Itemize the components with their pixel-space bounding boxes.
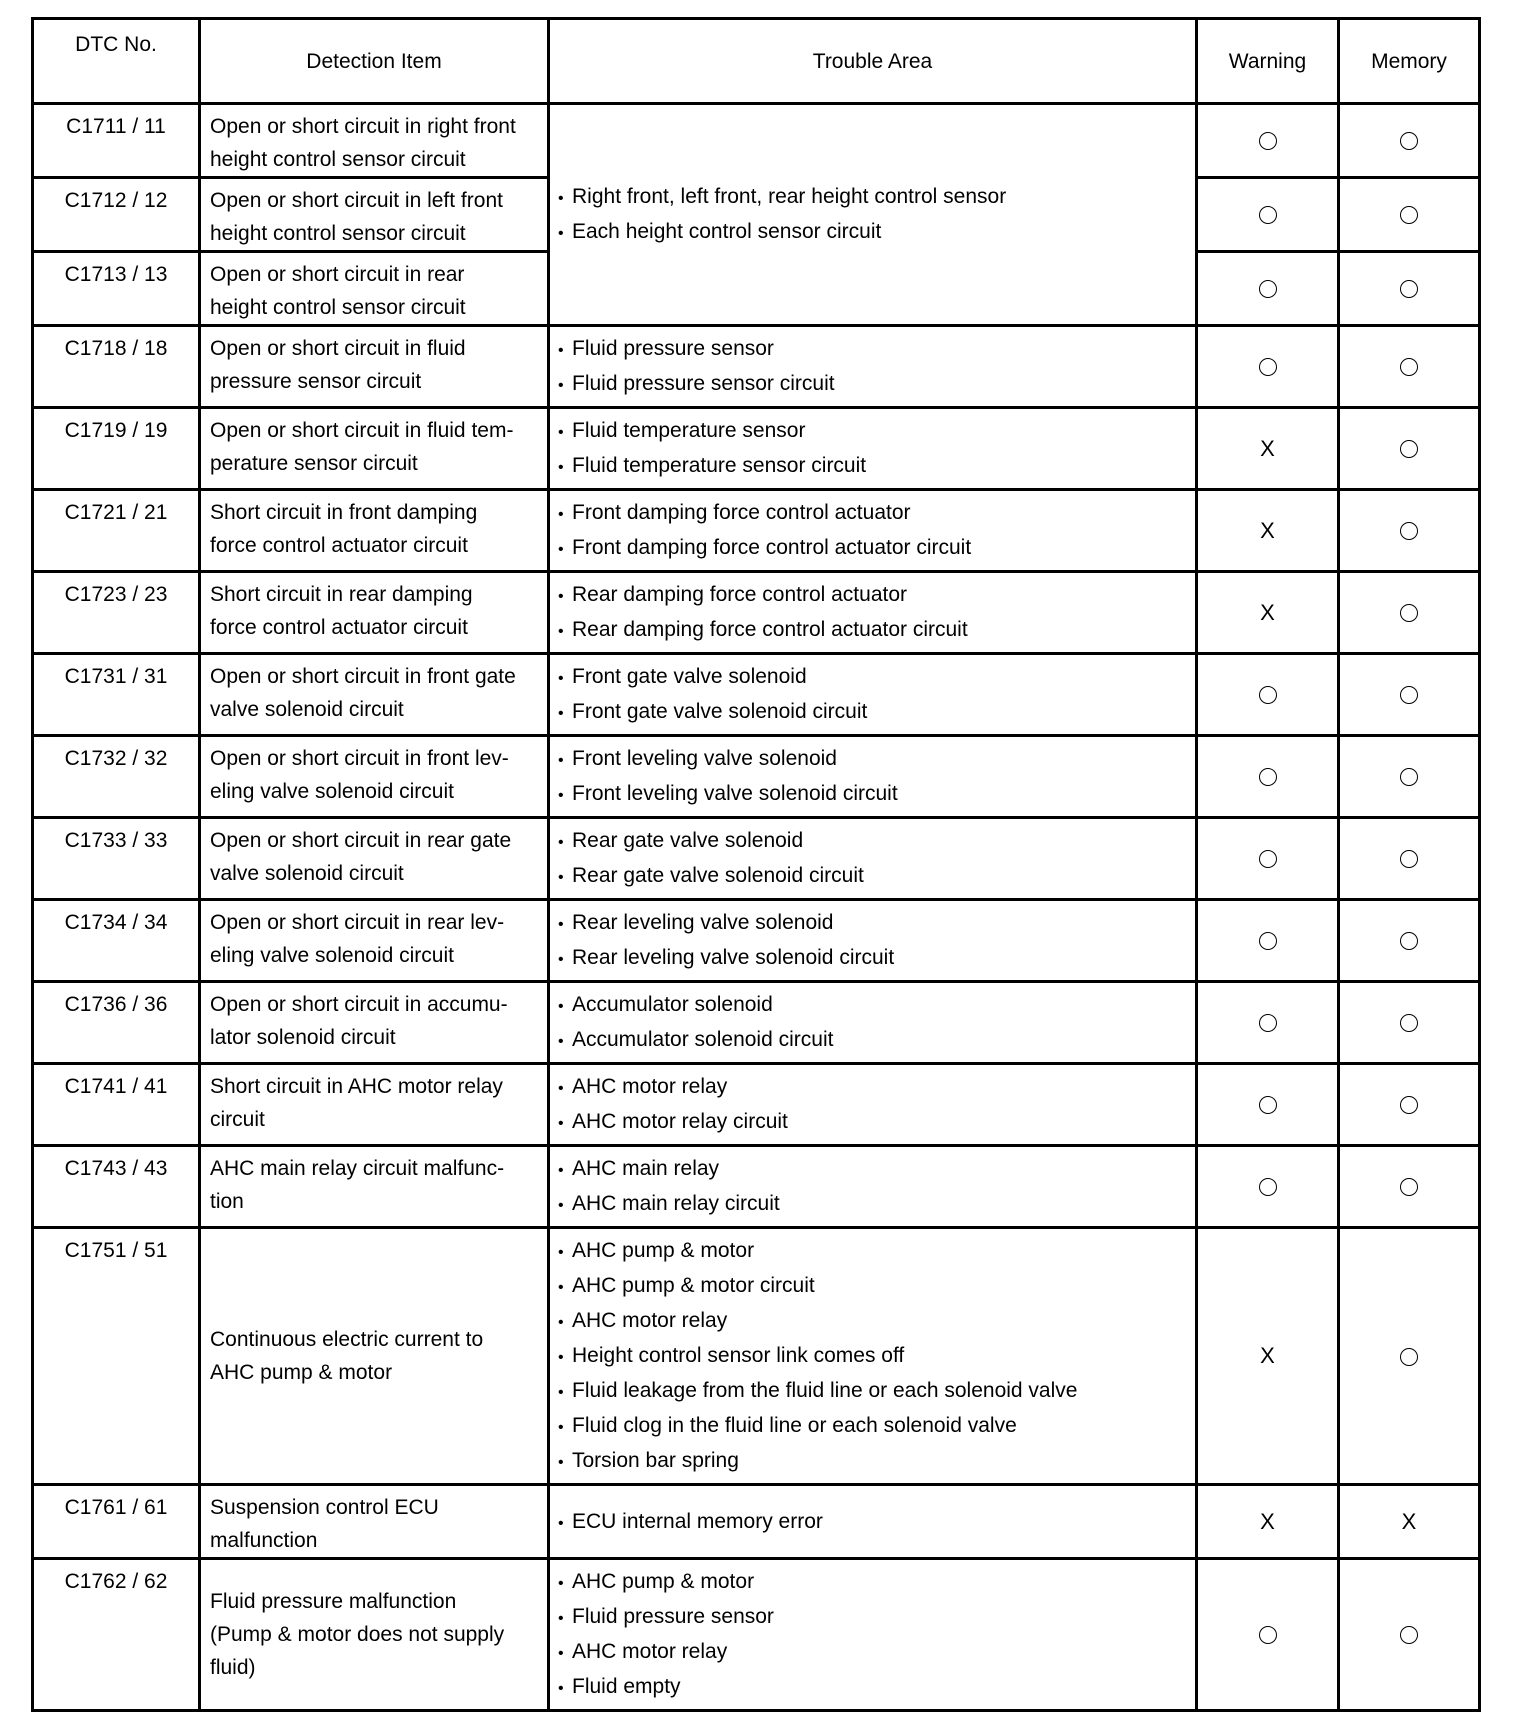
trouble-area-cell — [549, 982, 1197, 1064]
warning-cell — [1197, 408, 1339, 490]
table-row — [33, 1228, 1480, 1485]
table-row — [33, 104, 1480, 178]
detection-item-line: Suspension control ECU — [210, 1496, 439, 1519]
bullet-mark: • — [558, 916, 564, 933]
detection-item-cell — [200, 408, 549, 490]
detection-item-line: lator solenoid circuit — [210, 1026, 396, 1049]
dtc-code-cell: C1712 / 12 — [33, 178, 200, 252]
trouble-area-line — [558, 1023, 1187, 1058]
trouble-area-text: Fluid empty — [572, 1675, 681, 1698]
circle-mark-icon — [1259, 850, 1277, 868]
detection-item-cell — [200, 1064, 549, 1146]
memory-cell — [1339, 1559, 1480, 1711]
bullet-mark: • — [558, 998, 564, 1015]
trouble-area-line — [558, 1304, 1187, 1339]
dtc-code-cell: C1762 / 62 — [33, 1559, 200, 1711]
trouble-area-text: AHC main relay circuit — [572, 1192, 780, 1215]
memory-cell — [1339, 1228, 1480, 1485]
trouble-area-text: Front gate valve solenoid — [572, 665, 807, 688]
trouble-area-line — [558, 215, 1187, 250]
detection-item-line: Open or short circuit in front gate — [210, 665, 516, 688]
table-row — [33, 818, 1480, 900]
circle-mark-icon — [1400, 280, 1418, 298]
bullet-mark: • — [558, 459, 564, 476]
detection-item-line: Short circuit in front damping — [210, 501, 478, 524]
detection-item-line: Short circuit in AHC motor relay — [210, 1075, 503, 1098]
memory-cell — [1339, 1146, 1480, 1228]
trouble-area-cell — [549, 326, 1197, 408]
trouble-area-cell — [549, 572, 1197, 654]
warning-cell — [1197, 1559, 1339, 1711]
detection-item-line: Open or short circuit in rear — [210, 263, 465, 286]
detection-item-cell — [200, 736, 549, 818]
memory-cell — [1339, 654, 1480, 736]
trouble-area-line — [558, 1444, 1187, 1479]
bullet-mark: • — [558, 424, 564, 441]
trouble-area-line — [558, 367, 1187, 402]
trouble-area-text: AHC pump & motor — [572, 1570, 755, 1593]
circle-mark-icon — [1259, 932, 1277, 950]
warning-cell — [1197, 178, 1339, 252]
warning-cell — [1197, 900, 1339, 982]
bullet-mark: • — [558, 190, 564, 207]
table-row — [33, 1559, 1480, 1711]
detection-item-cell — [200, 1146, 549, 1228]
detection-item-line: AHC pump & motor — [210, 1361, 393, 1384]
trouble-area-text: Fluid temperature sensor — [572, 419, 806, 442]
memory-cell — [1339, 178, 1480, 252]
bullet-mark: • — [558, 1080, 564, 1097]
circle-mark-icon — [1259, 1096, 1277, 1114]
dtc-code-cell: C1731 / 31 — [33, 654, 200, 736]
warning-cell — [1197, 982, 1339, 1064]
header-detection-item: Detection Item — [200, 19, 549, 104]
trouble-area-line — [558, 1635, 1187, 1670]
detection-item-line: Open or short circuit in front lev- — [210, 747, 509, 770]
detection-item-cell — [200, 1559, 549, 1711]
memory-cell — [1339, 252, 1480, 326]
circle-mark-icon — [1259, 686, 1277, 704]
table-row — [33, 736, 1480, 818]
trouble-area-line — [558, 332, 1187, 367]
circle-mark-icon — [1400, 522, 1418, 540]
trouble-area-cell — [549, 490, 1197, 572]
dtc-code-cell: C1711 / 11 — [33, 104, 200, 178]
header-warning: Warning — [1197, 19, 1339, 104]
warning-cell — [1197, 572, 1339, 654]
trouble-area-text: Rear gate valve solenoid circuit — [572, 864, 864, 887]
bullet-mark: • — [558, 1115, 564, 1132]
trouble-area-text: Right front, left front, rear height control sensor — [572, 185, 1007, 208]
dtc-code-cell: C1719 / 19 — [33, 408, 200, 490]
cross-mark: X — [1260, 1508, 1275, 1534]
trouble-area-text: Front damping force control actuator circuit — [572, 536, 972, 559]
trouble-area-line — [558, 1187, 1187, 1222]
circle-mark-icon — [1400, 1014, 1418, 1032]
circle-mark-icon — [1400, 932, 1418, 950]
detection-item-line: Open or short circuit in right front — [210, 115, 516, 138]
trouble-area-cell — [549, 900, 1197, 982]
trouble-area-text: Each height control sensor circuit — [572, 220, 882, 243]
bullet-mark: • — [558, 342, 564, 359]
detection-item-line: force control actuator circuit — [210, 534, 468, 557]
circle-mark-icon — [1400, 132, 1418, 150]
trouble-area-text: Front leveling valve solenoid — [572, 747, 837, 770]
table-row — [33, 490, 1480, 572]
memory-cell — [1339, 818, 1480, 900]
detection-item-cell — [200, 572, 549, 654]
detection-item-cell — [200, 818, 549, 900]
bullet-mark: • — [558, 1514, 564, 1532]
memory-cell — [1339, 982, 1480, 1064]
circle-mark-icon — [1259, 206, 1277, 224]
table-row — [33, 326, 1480, 408]
detection-item-line: height control sensor circuit — [210, 148, 466, 171]
detection-item-cell — [200, 104, 549, 178]
dtc-code-cell: C1736 / 36 — [33, 982, 200, 1064]
trouble-area-line — [558, 777, 1187, 812]
warning-cell — [1197, 252, 1339, 326]
table-row — [33, 900, 1480, 982]
table-row — [33, 1064, 1480, 1146]
trouble-area-line — [558, 988, 1187, 1023]
bullet-mark: • — [558, 1162, 564, 1179]
table-row — [33, 1146, 1480, 1228]
table-row — [33, 572, 1480, 654]
detection-item-cell — [200, 326, 549, 408]
trouble-area-text: Accumulator solenoid circuit — [572, 1028, 834, 1051]
warning-cell — [1197, 736, 1339, 818]
cross-mark: X — [1260, 517, 1275, 543]
bullet-mark: • — [558, 1645, 564, 1662]
detection-item-line: height control sensor circuit — [210, 222, 466, 245]
bullet-mark: • — [558, 869, 564, 886]
table-row — [33, 982, 1480, 1064]
trouble-area-line — [558, 1269, 1187, 1304]
circle-mark-icon — [1400, 1626, 1418, 1644]
bullet-mark: • — [558, 705, 564, 722]
circle-mark-icon — [1400, 768, 1418, 786]
trouble-area-line — [558, 1505, 1187, 1540]
dtc-code-cell: C1723 / 23 — [33, 572, 200, 654]
trouble-area-line — [558, 906, 1187, 941]
trouble-area-text: Rear leveling valve solenoid — [572, 911, 834, 934]
trouble-area-cell — [549, 104, 1197, 326]
detection-item-line: Open or short circuit in accumu- — [210, 993, 508, 1016]
trouble-area-text: AHC motor relay circuit — [572, 1110, 788, 1133]
trouble-area-text: Front leveling valve solenoid circuit — [572, 782, 898, 805]
bullet-mark: • — [558, 1575, 564, 1592]
detection-item-line: perature sensor circuit — [210, 452, 418, 475]
detection-item-line: Short circuit in rear damping — [210, 583, 473, 606]
detection-item-line: circuit — [210, 1108, 265, 1131]
memory-cell — [1339, 572, 1480, 654]
memory-cell — [1339, 900, 1480, 982]
detection-item-line: AHC main relay circuit malfunc- — [210, 1157, 505, 1180]
circle-mark-icon — [1400, 604, 1418, 622]
trouble-area-line — [558, 531, 1187, 566]
cross-mark: X — [1260, 1343, 1275, 1368]
detection-item-cell — [200, 490, 549, 572]
table-row — [33, 654, 1480, 736]
trouble-area-text: Fluid leakage from the fluid line or each solenoid valve — [572, 1379, 1078, 1402]
circle-mark-icon — [1259, 132, 1277, 150]
detection-item-cell — [200, 178, 549, 252]
trouble-area-text: Rear gate valve solenoid — [572, 829, 804, 852]
detection-item-line: eling valve solenoid circuit — [210, 780, 454, 803]
bullet-mark: • — [558, 834, 564, 851]
dtc-code-cell: C1733 / 33 — [33, 818, 200, 900]
bullet-mark: • — [558, 1384, 564, 1401]
trouble-area-cell — [549, 408, 1197, 490]
dtc-code-cell: C1751 / 51 — [33, 1228, 200, 1485]
detection-item-line: Open or short circuit in left front — [210, 189, 503, 212]
memory-cell — [1339, 1485, 1480, 1559]
warning-cell — [1197, 1228, 1339, 1485]
dtc-table — [31, 17, 1481, 1712]
dtc-code-cell: C1734 / 34 — [33, 900, 200, 982]
header-trouble-area: Trouble Area — [549, 19, 1197, 104]
trouble-area-line — [558, 1339, 1187, 1374]
bullet-mark: • — [558, 377, 564, 394]
dtc-code-cell: C1713 / 13 — [33, 252, 200, 326]
circle-mark-icon — [1259, 1178, 1277, 1196]
trouble-area-line — [558, 180, 1187, 215]
trouble-area-cell — [549, 818, 1197, 900]
detection-item-cell — [200, 982, 549, 1064]
memory-cell — [1339, 1064, 1480, 1146]
bullet-mark: • — [558, 787, 564, 804]
detection-item-cell — [200, 252, 549, 326]
trouble-area-cell — [549, 1559, 1197, 1711]
trouble-area-line — [558, 613, 1187, 648]
trouble-area-cell — [549, 1485, 1197, 1559]
detection-item-line: (Pump & motor does not supply — [210, 1623, 505, 1646]
trouble-area-text: AHC pump & motor circuit — [572, 1274, 815, 1297]
detection-item-cell — [200, 1485, 549, 1559]
bullet-mark: • — [558, 951, 564, 968]
detection-item-cell — [200, 1228, 549, 1485]
detection-item-line: Open or short circuit in fluid tem- — [210, 419, 514, 442]
bullet-mark: • — [558, 1349, 564, 1366]
trouble-area-text: Front damping force control actuator — [572, 501, 911, 524]
warning-cell — [1197, 326, 1339, 408]
detection-item-line: fluid) — [210, 1656, 256, 1679]
detection-item-line: malfunction — [210, 1529, 318, 1552]
trouble-area-text: ECU internal memory error — [572, 1509, 823, 1533]
trouble-area-text: Front gate valve solenoid circuit — [572, 700, 868, 723]
dtc-code-cell: C1743 / 43 — [33, 1146, 200, 1228]
detection-item-line: Open or short circuit in fluid — [210, 337, 466, 360]
trouble-area-text: Rear damping force control actuator circuit — [572, 618, 968, 641]
bullet-mark: • — [558, 752, 564, 769]
dtc-table-body — [33, 104, 1480, 1711]
trouble-area-line — [558, 1105, 1187, 1140]
circle-mark-icon — [1400, 850, 1418, 868]
memory-cell — [1339, 104, 1480, 178]
bullet-mark: • — [558, 1197, 564, 1214]
warning-cell — [1197, 654, 1339, 736]
bullet-mark: • — [558, 541, 564, 558]
table-row — [33, 408, 1480, 490]
bullet-mark: • — [558, 1279, 564, 1296]
bullet-mark: • — [558, 670, 564, 687]
circle-mark-icon — [1400, 1348, 1418, 1366]
detection-item-line: Open or short circuit in rear gate — [210, 829, 512, 852]
trouble-area-text: AHC motor relay — [572, 1640, 728, 1663]
circle-mark-icon — [1400, 206, 1418, 224]
trouble-area-text: AHC motor relay — [572, 1309, 728, 1332]
memory-cell — [1339, 736, 1480, 818]
trouble-area-line — [558, 1565, 1187, 1600]
detection-item-cell — [200, 900, 549, 982]
trouble-area-line — [558, 496, 1187, 531]
trouble-area-text: AHC pump & motor — [572, 1239, 755, 1262]
trouble-area-text: AHC motor relay — [572, 1075, 728, 1098]
trouble-area-line — [558, 742, 1187, 777]
trouble-area-text: Rear leveling valve solenoid circuit — [572, 946, 895, 969]
detection-item-line: force control actuator circuit — [210, 616, 468, 639]
circle-mark-icon — [1259, 768, 1277, 786]
header-dtc-no: DTC No. — [33, 19, 200, 104]
detection-item-line: pressure sensor circuit — [210, 370, 422, 393]
trouble-area-line — [558, 578, 1187, 613]
circle-mark-icon — [1400, 440, 1418, 458]
dtc-code-cell: C1721 / 21 — [33, 490, 200, 572]
warning-cell — [1197, 1064, 1339, 1146]
trouble-area-line — [558, 941, 1187, 976]
trouble-area-line — [558, 824, 1187, 859]
cross-mark: X — [1260, 599, 1275, 625]
trouble-area-line — [558, 1234, 1187, 1269]
trouble-area-line — [558, 1374, 1187, 1409]
trouble-area-line — [558, 414, 1187, 449]
dtc-code-cell: C1741 / 41 — [33, 1064, 200, 1146]
circle-mark-icon — [1400, 1178, 1418, 1196]
detection-item-line: Open or short circuit in rear lev- — [210, 911, 505, 934]
header-row — [33, 19, 1480, 104]
trouble-area-cell — [549, 1146, 1197, 1228]
bullet-mark: • — [558, 1033, 564, 1050]
dtc-code-cell: C1718 / 18 — [33, 326, 200, 408]
trouble-area-line — [558, 449, 1187, 484]
detection-item-line: tion — [210, 1190, 244, 1213]
bullet-mark: • — [558, 1314, 564, 1331]
memory-cell — [1339, 408, 1480, 490]
trouble-area-text: Fluid pressure sensor — [572, 337, 774, 360]
bullet-mark: • — [558, 1454, 564, 1471]
detection-item-line: valve solenoid circuit — [210, 698, 404, 721]
trouble-area-text: Torsion bar spring — [572, 1449, 739, 1472]
trouble-area-line — [558, 1600, 1187, 1635]
circle-mark-icon — [1400, 686, 1418, 704]
trouble-area-line — [558, 1152, 1187, 1187]
warning-cell — [1197, 1485, 1339, 1559]
trouble-area-line — [558, 1070, 1187, 1105]
bullet-mark: • — [558, 623, 564, 640]
trouble-area-text: Rear damping force control actuator — [572, 583, 908, 606]
detection-item-line: Fluid pressure malfunction — [210, 1590, 457, 1613]
memory-cell — [1339, 490, 1480, 572]
detection-item-cell — [200, 654, 549, 736]
warning-cell — [1197, 490, 1339, 572]
trouble-area-text: Accumulator solenoid — [572, 993, 773, 1016]
trouble-area-text: Fluid clog in the fluid line or each solenoid valve — [572, 1414, 1017, 1437]
warning-cell — [1197, 104, 1339, 178]
circle-mark-icon — [1259, 358, 1277, 376]
trouble-area-line — [558, 1409, 1187, 1444]
detection-item-line: valve solenoid circuit — [210, 862, 404, 885]
table-row — [33, 1485, 1480, 1559]
circle-mark-icon — [1259, 280, 1277, 298]
dtc-code-cell: C1732 / 32 — [33, 736, 200, 818]
bullet-mark: • — [558, 1680, 564, 1697]
circle-mark-icon — [1400, 358, 1418, 376]
detection-item-line: Continuous electric current to — [210, 1328, 484, 1351]
warning-cell — [1197, 1146, 1339, 1228]
cross-mark: X — [1401, 1508, 1417, 1534]
bullet-mark: • — [558, 588, 564, 605]
trouble-area-cell — [549, 1228, 1197, 1485]
trouble-area-text: Fluid temperature sensor circuit — [572, 454, 867, 477]
warning-cell — [1197, 818, 1339, 900]
trouble-area-text: Fluid pressure sensor — [572, 1605, 774, 1628]
bullet-mark: • — [558, 1419, 564, 1436]
trouble-area-line — [558, 1670, 1187, 1705]
detection-item-line: eling valve solenoid circuit — [210, 944, 454, 967]
bullet-mark: • — [558, 1610, 564, 1627]
trouble-area-text: Height control sensor link comes off — [572, 1344, 905, 1367]
trouble-area-cell — [549, 654, 1197, 736]
bullet-mark: • — [558, 1244, 564, 1261]
detection-item-line: height control sensor circuit — [210, 296, 466, 319]
header-memory: Memory — [1339, 19, 1480, 104]
trouble-area-cell — [549, 1064, 1197, 1146]
bullet-mark: • — [558, 225, 564, 242]
memory-cell — [1339, 326, 1480, 408]
trouble-area-line — [558, 695, 1187, 730]
trouble-area-line — [558, 660, 1187, 695]
circle-mark-icon — [1259, 1014, 1277, 1032]
dtc-code-cell: C1761 / 61 — [33, 1485, 200, 1559]
circle-mark-icon — [1259, 1626, 1277, 1644]
trouble-area-line — [558, 859, 1187, 894]
bullet-mark: • — [558, 506, 564, 523]
circle-mark-icon — [1400, 1096, 1418, 1114]
cross-mark: X — [1260, 435, 1275, 461]
trouble-area-text: AHC main relay — [572, 1157, 720, 1180]
trouble-area-cell — [549, 736, 1197, 818]
trouble-area-text: Fluid pressure sensor circuit — [572, 372, 835, 395]
